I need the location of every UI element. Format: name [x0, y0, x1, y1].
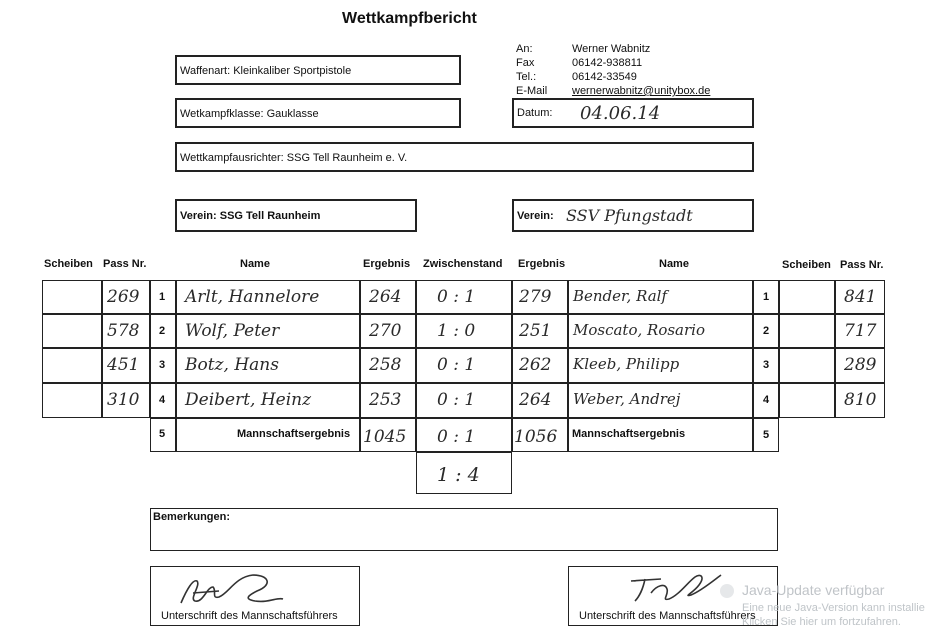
verein-right-value: SSV Pfungstadt: [566, 206, 693, 225]
final-score: 1 : 4: [437, 464, 480, 486]
table-cell-row-no-left: [150, 348, 176, 383]
team-label-right: Mannschaftsergebnis: [572, 428, 686, 440]
team-label-left-cell: [176, 418, 360, 452]
team-erg-left-cell: [360, 418, 416, 452]
row-no-left: 2: [159, 325, 166, 337]
table-cell-scheiben-right-cell: [779, 383, 835, 418]
signature-left-label: Unterschrift des Mannschaftsführers: [161, 610, 338, 622]
table-cell-pass-right: [835, 383, 885, 418]
pass-right: 810: [844, 390, 877, 410]
table-cell-zwischenstand: [416, 280, 512, 314]
zwischenstand: 1 : 0: [437, 321, 476, 341]
table-cell-name-left: [176, 314, 360, 348]
waffenart-text: Waffenart: Kleinkaliber Sportpistole: [180, 65, 352, 77]
java-icon: [720, 584, 734, 598]
team-row-no-left: 5: [159, 428, 166, 440]
table-cell-row-no-left: [150, 314, 176, 348]
table-cell-name-right: [568, 314, 753, 348]
row-no-right: 1: [763, 291, 770, 303]
an-value: Werner Wabnitz: [572, 43, 651, 55]
row-no-right: 3: [763, 359, 770, 371]
table-cell-name-left: [176, 348, 360, 383]
pass-left: 578: [107, 321, 140, 341]
table-cell-ergebnis-left: [360, 280, 416, 314]
an-label: An:: [516, 43, 533, 55]
row-no-left: 1: [159, 291, 166, 303]
klasse-field: [175, 98, 461, 128]
table-cell-ergebnis-right: [512, 348, 568, 383]
fax-value: 06142-938811: [572, 57, 643, 69]
popup-line-2: Klicken Sie hier um fortzufahren.: [742, 616, 901, 628]
fax-label: Fax: [516, 57, 535, 69]
row-no-left: 3: [159, 359, 166, 371]
signature-left-field: [150, 566, 360, 626]
table-cell-ergebnis-right: [512, 383, 568, 418]
ergebnis-right: 262: [519, 355, 552, 375]
ausrichter-text: Wettkampfausrichter: SSG Tell Raunheim e. V.: [180, 152, 408, 164]
name-left: Botz, Hans: [185, 355, 279, 375]
final-score-cell: [416, 452, 512, 494]
row-no-left: 4: [159, 394, 166, 406]
klasse-text: Wetkampfklasse: Gauklasse: [180, 108, 319, 120]
tel-label: Tel.:: [516, 71, 537, 83]
verein-right-field: [512, 199, 754, 232]
team-erg-right: 1056: [514, 427, 558, 447]
team-erg-left: 1045: [363, 427, 407, 447]
popup-line-1: Eine neue Java-Version kann installie: [742, 602, 925, 614]
table-cell-ergebnis-left: [360, 348, 416, 383]
table-cell-pass-right: [835, 348, 885, 383]
name-left: Deibert, Heinz: [185, 390, 312, 410]
table-cell-ergebnis-left: [360, 383, 416, 418]
header-scheiben-right: Scheiben: [782, 259, 831, 271]
table-cell-row-no-right: [753, 383, 779, 418]
table-cell-name-left: [176, 280, 360, 314]
datum-field: [512, 98, 754, 128]
table-cell-zwischenstand: [416, 348, 512, 383]
table-cell-scheiben-left-cell: [42, 314, 102, 348]
popup-title: Java-Update verfügbar: [742, 582, 885, 598]
header-scheiben-left: Scheiben: [44, 258, 93, 270]
table-cell-pass-left: [102, 383, 150, 418]
ergebnis-left: 270: [369, 321, 402, 341]
pass-left: 269: [107, 287, 140, 307]
table-cell-name-right: [568, 280, 753, 314]
table-cell-row-no-right: [753, 348, 779, 383]
name-left: Wolf, Peter: [185, 321, 280, 341]
signature-right-label: Unterschrift des Mannschaftsführers: [579, 610, 756, 622]
table-cell-ergebnis-right: [512, 314, 568, 348]
table-cell-scheiben-left-cell: [42, 280, 102, 314]
email-link[interactable]: wernerwabnitz@unitybox.de: [572, 85, 711, 97]
header-ergebnis-left: Ergebnis: [363, 258, 411, 270]
table-cell-row-no-left: [150, 280, 176, 314]
java-update-popup[interactable]: [712, 574, 932, 641]
table-cell-pass-right: [835, 314, 885, 348]
table-cell-row-no-left: [150, 383, 176, 418]
table-cell-scheiben-left-cell: [42, 383, 102, 418]
datum-value: 04.06.14: [580, 103, 661, 124]
remarks-label: Bemerkungen:: [153, 511, 231, 523]
table-cell-zwischenstand: [416, 314, 512, 348]
table-cell-pass-left: [102, 348, 150, 383]
email-label: E-Mail: [516, 85, 548, 97]
team-row-no-right-cell: [753, 418, 779, 452]
datum-label: Datum:: [517, 107, 553, 119]
ergebnis-right: 279: [519, 287, 552, 307]
name-right: Bender, Ralf: [573, 287, 668, 305]
team-label-right-cell: [568, 418, 753, 452]
team-row-no-right: 5: [763, 429, 770, 441]
table-cell-zwischenstand: [416, 383, 512, 418]
header-pass-left: Pass Nr.: [103, 258, 147, 270]
name-left: Arlt, Hannelore: [185, 287, 320, 307]
pass-right: 841: [844, 287, 877, 307]
zwischenstand: 0 : 1: [437, 355, 476, 375]
table-cell-pass-left: [102, 280, 150, 314]
table-cell-scheiben-right-cell: [779, 314, 835, 348]
tel-value: 06142-33549: [572, 71, 637, 83]
table-cell-scheiben-left-cell: [42, 348, 102, 383]
table-cell-row-no-right: [753, 314, 779, 348]
row-no-right: 4: [763, 394, 770, 406]
table-cell-scheiben-right-cell: [779, 348, 835, 383]
table-cell-name-left: [176, 383, 360, 418]
zwischenstand: 0 : 1: [437, 287, 476, 307]
header-pass-right: Pass Nr.: [840, 259, 884, 271]
header-name-left: Name: [240, 258, 270, 270]
name-right: Weber, Andrej: [573, 390, 681, 408]
table-cell-ergebnis-left: [360, 314, 416, 348]
name-right: Kleeb, Philipp: [573, 355, 680, 373]
verein-right-label: Verein:: [517, 210, 554, 222]
waffenart-field: [175, 55, 461, 85]
ausrichter-field: [175, 142, 754, 172]
zwischenstand: 0 : 1: [437, 390, 476, 410]
ergebnis-right: 251: [519, 321, 552, 341]
header-ergebnis-right: Ergebnis: [518, 258, 566, 270]
header-name-right: Name: [659, 258, 689, 270]
signature-left-image: [173, 569, 293, 611]
team-score-cell: [416, 418, 512, 452]
pass-left: 310: [107, 390, 140, 410]
ergebnis-right: 264: [519, 390, 552, 410]
pass-right: 717: [844, 321, 877, 341]
verein-left-field: [175, 199, 417, 232]
table-cell-pass-right: [835, 280, 885, 314]
table-cell-scheiben-right-cell: [779, 280, 835, 314]
remarks-field: [150, 508, 778, 551]
name-right: Moscato, Rosario: [573, 321, 705, 339]
table-cell-name-right: [568, 383, 753, 418]
table-cell-pass-left: [102, 314, 150, 348]
table-cell-name-right: [568, 348, 753, 383]
table-cell-row-no-right: [753, 280, 779, 314]
row-no-right: 2: [763, 325, 770, 337]
verein-left-label: Verein: SSG Tell Raunheim: [180, 210, 321, 222]
team-erg-right-cell: [512, 418, 568, 452]
table-cell-ergebnis-right: [512, 280, 568, 314]
team-label-left: Mannschaftsergebnis: [237, 428, 351, 440]
ergebnis-left: 264: [369, 287, 402, 307]
pass-left: 451: [107, 355, 140, 375]
ergebnis-left: 258: [369, 355, 402, 375]
ergebnis-left: 253: [369, 390, 402, 410]
page-title: Wettkampfbericht: [342, 10, 477, 27]
team-row-no-left-cell: [150, 418, 176, 452]
header-zwischenstand: Zwischenstand: [423, 258, 503, 270]
pass-right: 289: [844, 355, 877, 375]
team-score: 0 : 1: [437, 427, 476, 447]
